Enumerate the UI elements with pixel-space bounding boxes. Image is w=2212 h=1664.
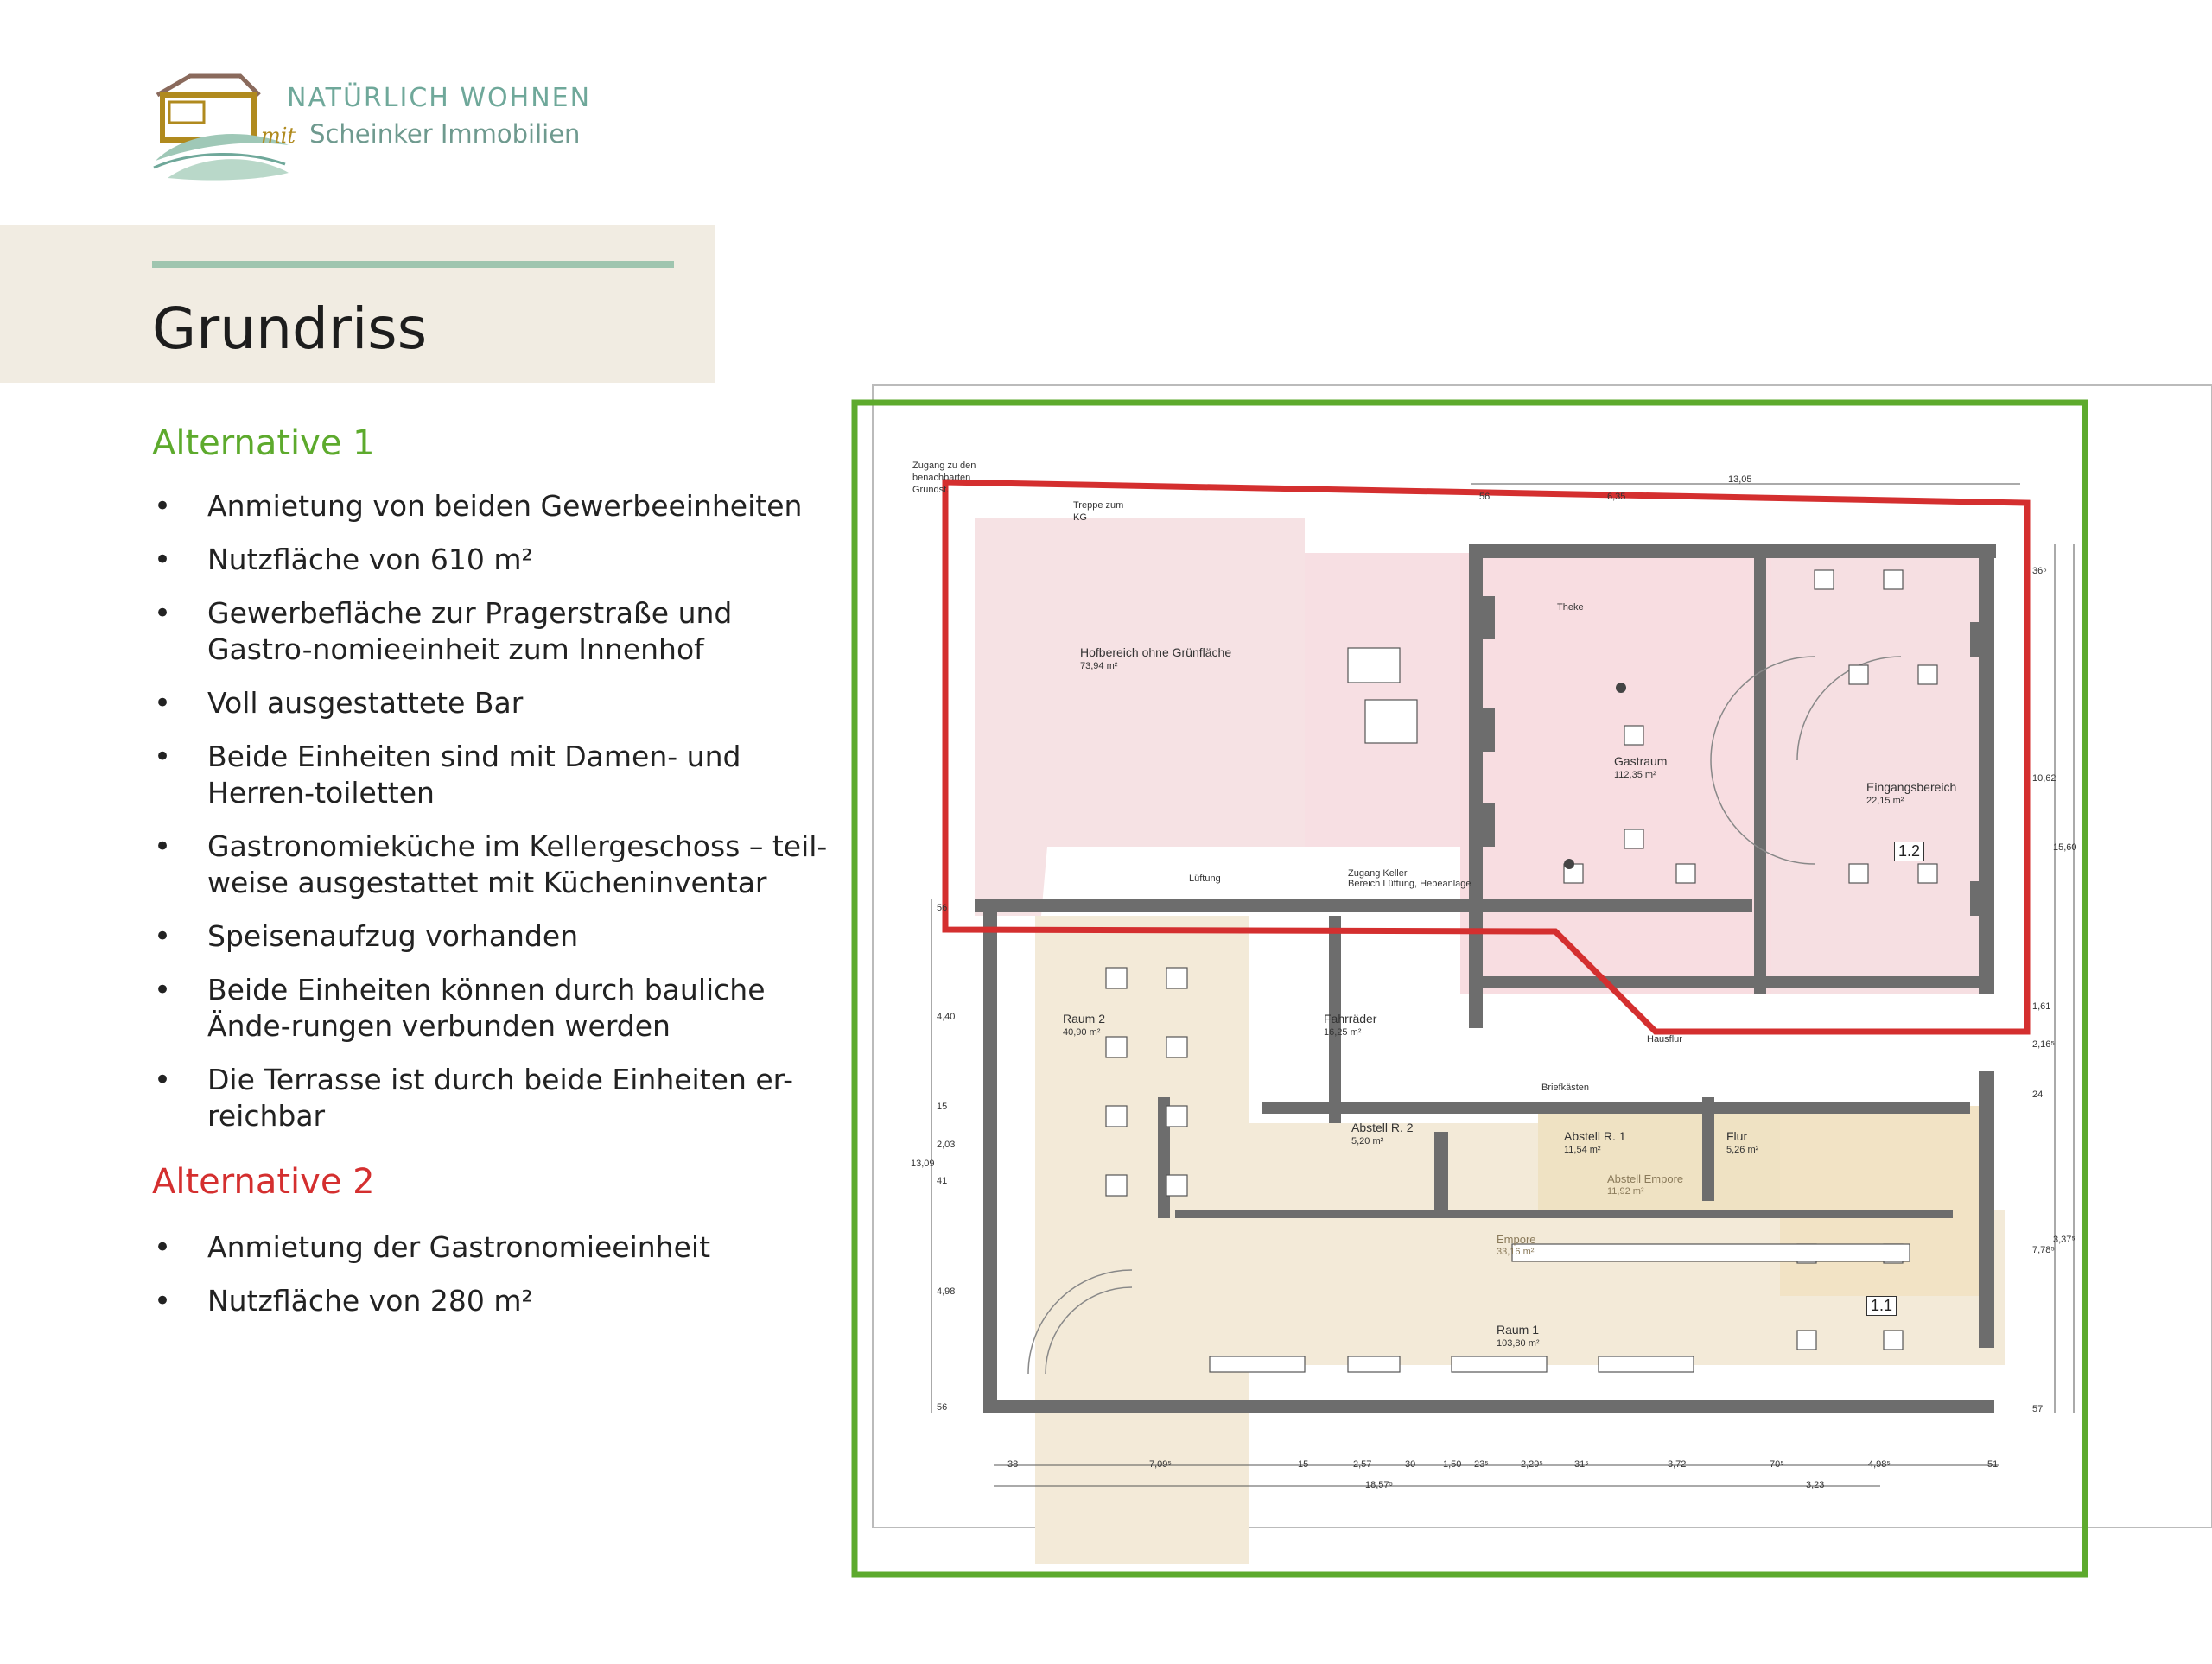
dim-top: 56: [1479, 492, 1491, 502]
dim-bottom: 1,50: [1443, 1459, 1462, 1470]
alternative-2-list: [152, 1229, 843, 1337]
dim-right: 1,61: [2032, 1001, 2051, 1012]
label-gastraum-area: 112,35 m²: [1614, 770, 1656, 780]
label-fahrraeder: Fahrräder: [1324, 1012, 1377, 1026]
dim-left: 41: [937, 1176, 948, 1186]
label-gastraum: Gastraum: [1614, 754, 1668, 768]
label-hofbereich: Hofbereich ohne Grünfläche: [1080, 645, 1232, 659]
dim-bottom-total: 3,23: [1806, 1480, 1825, 1490]
dim-bottom: 23⁵: [1474, 1459, 1489, 1470]
dim-bottom: 70⁵: [1770, 1459, 1784, 1470]
alternative-1-heading: Alternative 1: [152, 423, 375, 463]
unit-badge-1-2: 1.2: [1894, 842, 1924, 861]
list-item: • Speisenaufzug vorhanden: [152, 918, 843, 955]
label-empore-area: 33,16 m²: [1497, 1247, 1535, 1257]
list-item: • Beide Einheiten können durch bauliche Ände-rungen verbunden werden: [152, 972, 843, 1045]
title-band: [0, 225, 715, 383]
dim-left: 56: [937, 903, 948, 913]
list-item: • Gewerbefläche zur Pragerstraße und Gastro-nomieeinheit zum Innenhof: [152, 595, 843, 668]
alternative-2-heading: Alternative 2: [152, 1162, 375, 1202]
label-abstell-empore-area: 11,92 m²: [1607, 1186, 1644, 1197]
label-raum2: Raum 2: [1063, 1012, 1106, 1026]
dim-top: 6,35: [1607, 492, 1626, 502]
list-item: • Anmietung von beiden Gewerbeeinheiten: [152, 488, 843, 524]
label-flur: Flur: [1726, 1129, 1748, 1143]
label-lueftung: Lüftung: [1189, 873, 1221, 884]
dim-right: 3,37⁵: [2053, 1235, 2075, 1245]
label-abstell-empore: Abstell Empore: [1607, 1172, 1684, 1185]
list-item: • Gastronomieküche im Kellergeschoss – teil-weise ausgestattet mit Kücheninventar: [152, 829, 843, 901]
label-hofbereich-area: 73,94 m²: [1080, 661, 1118, 671]
dim-right: 15,60: [2053, 842, 2077, 853]
dim-right: 10,62: [2032, 773, 2056, 784]
dim-left: 4,98: [937, 1286, 956, 1297]
label-zugang-keller: Zugang Keller: [1348, 868, 1408, 879]
label-abstell1-area: 11,54 m²: [1564, 1145, 1601, 1155]
floor-plan: [847, 380, 2212, 1590]
label-hausflur: Hausflur: [1647, 1034, 1682, 1045]
brand-subname: [261, 119, 581, 149]
dim-left: 56: [937, 1402, 948, 1413]
label-zugang: Zugang zu den benachbarten Grundst.: [912, 460, 976, 495]
dim-left: 15: [937, 1102, 948, 1112]
brand-mit: mit: [261, 124, 296, 148]
floor-plan-drawing: [847, 380, 2212, 1590]
dim-left: 4,40: [937, 1012, 956, 1022]
label-abstell1: Abstell R. 1: [1564, 1129, 1626, 1143]
dim-right: 2,16⁵: [2032, 1039, 2055, 1050]
label-zugang-keller-2: Bereich Lüftung, Hebeanlage: [1348, 879, 1471, 889]
dim-bottom-total: 18,57⁵: [1365, 1480, 1394, 1490]
label-empore: Empore: [1497, 1233, 1536, 1246]
dim-left: 2,03: [937, 1140, 956, 1150]
list-item: • Voll ausgestattete Bar: [152, 685, 843, 721]
unit-badge-1-1: 1.1: [1866, 1296, 1897, 1316]
dim-right: 57: [2032, 1404, 2044, 1414]
brand-logo: [150, 71, 634, 183]
dim-bottom: 4,98⁵: [1868, 1459, 1891, 1470]
list-item: • Anmietung der Gastronomieeinheit: [152, 1229, 843, 1266]
label-treppe: Treppe zum KG: [1073, 500, 1124, 523]
dim-bottom: 30: [1405, 1459, 1416, 1470]
label-eingang-area: 22,15 m²: [1866, 796, 1904, 806]
dim-top: 13,05: [1728, 474, 1752, 485]
dim-right: 7,78⁵: [2032, 1245, 2055, 1255]
list-item: • Nutzfläche von 280 m²: [152, 1283, 843, 1319]
dim-bottom: 7,09⁵: [1149, 1459, 1172, 1470]
label-raum2-area: 40,90 m²: [1063, 1027, 1101, 1038]
dim-bottom: 3,72: [1668, 1459, 1687, 1470]
label-fahrraeder-area: 16,25 m²: [1324, 1027, 1362, 1038]
dim-right: 36⁵: [2032, 566, 2047, 576]
label-abstell2: Abstell R. 2: [1351, 1121, 1414, 1134]
page-title: Grundriss: [152, 295, 428, 362]
dim-right: 24: [2032, 1089, 2044, 1100]
dim-bottom: 2,29⁵: [1521, 1459, 1543, 1470]
alternative-1-list: [152, 488, 843, 1152]
dim-bottom: 2,57: [1353, 1459, 1372, 1470]
dim-bottom: 38: [1007, 1459, 1019, 1470]
brand-company: Scheinker Immobilien: [309, 119, 581, 149]
dim-left-total: 13,09: [911, 1159, 935, 1169]
list-item: • Nutzfläche von 610 m²: [152, 542, 843, 578]
brand-name: NATÜRLICH WOHNEN: [287, 83, 592, 113]
dim-bottom: 51: [1987, 1459, 1999, 1470]
label-abstell2-area: 5,20 m²: [1351, 1136, 1384, 1146]
label-briefkaesten: Briefkästen: [1541, 1083, 1590, 1093]
dim-bottom: 15: [1298, 1459, 1309, 1470]
label-eingang: Eingangsbereich: [1866, 780, 1957, 794]
label-raum1: Raum 1: [1497, 1323, 1540, 1337]
list-item: • Die Terrasse ist durch beide Einheiten er-reichbar: [152, 1062, 843, 1134]
title-rule: [152, 261, 674, 268]
label-raum1-area: 103,80 m²: [1497, 1338, 1540, 1349]
dim-bottom: 31⁵: [1574, 1459, 1589, 1470]
label-flur-area: 5,26 m²: [1726, 1145, 1759, 1155]
label-theke: Theke: [1557, 602, 1584, 613]
list-item: • Beide Einheiten sind mit Damen- und Herren-toiletten: [152, 739, 843, 811]
